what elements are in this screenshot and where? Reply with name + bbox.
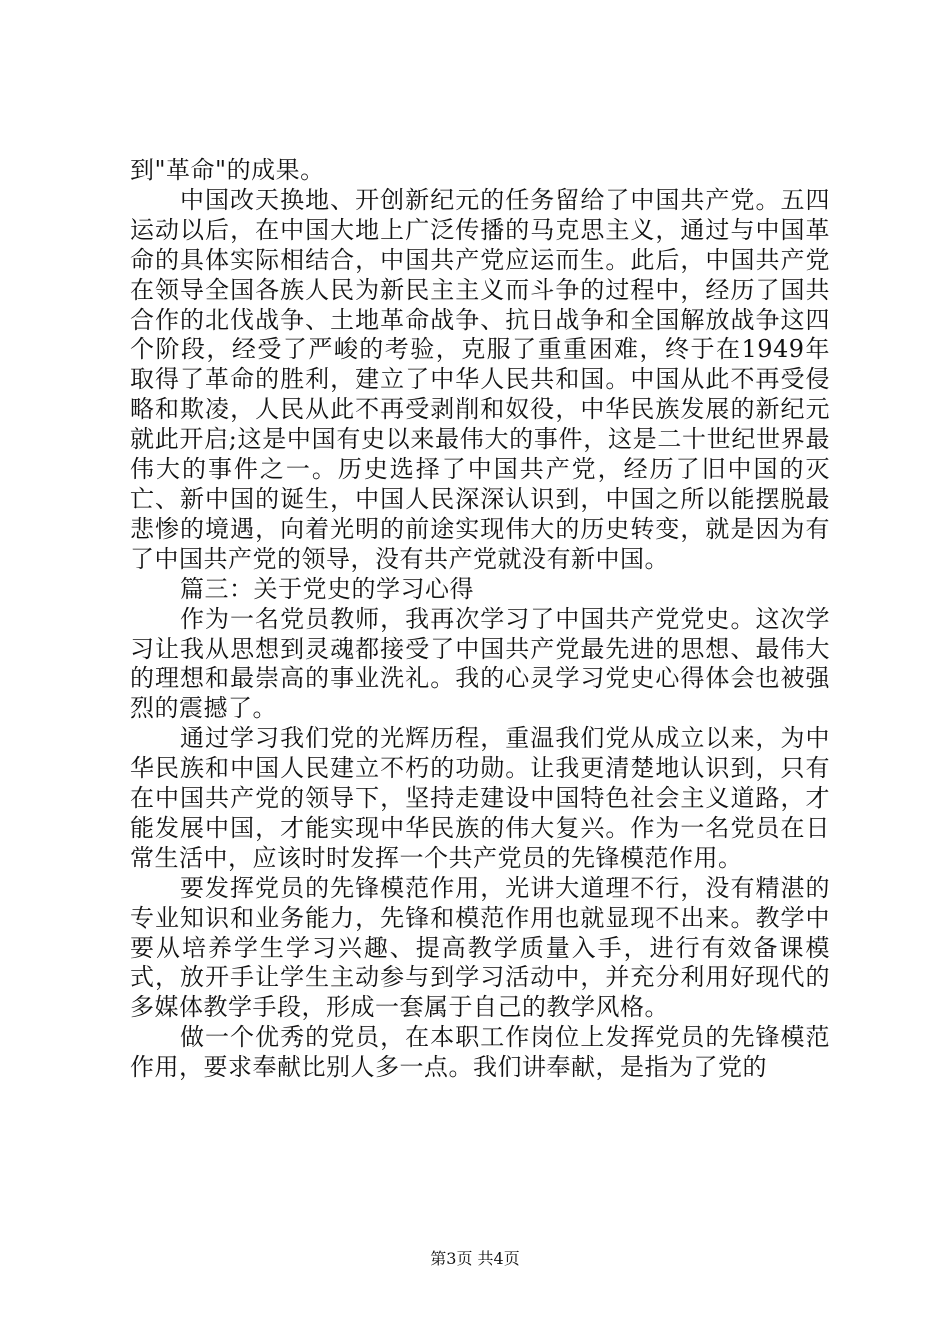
paragraph-dedication: 做一个优秀的党员，在本职工作岗位上发挥党员的先锋模范作用，要求奉献比别人多一点。我们讲奉献，是指为了党的 [130, 1023, 830, 1082]
paragraph-vanguard: 要发挥党员的先锋模范作用，光讲大道理不行，没有精湛的专业知识和业务能力，先锋和模范作用也就显现不出来。教学中要从培养学生学习兴趣、提高教学质量入手，进行有效备课模式，放开手让学生主动参与到学习活动中，并充分利用好现代的多媒体教学手段，形成一套属于自己的教学风格。 [130, 873, 830, 1022]
paragraph-history: 中国改天换地、开创新纪元的任务留给了中国共产党。五四运动以后，在中国大地上广泛传播的马克思主义，通过与中国革命的具体实际相结合，中国共产党应运而生。此后，中国共产党在领导全国各族人民为新民主主义而斗争的过程中，经历了国共合作的北伐战争、土地革命战争、抗日战争和全国解放战争这四个阶段，经受了严峻的考验，克服了重重困难，终于在1949年取得了革命的胜利，建立了中华人民共和国。中国从此不再受侵略和欺凌，人民从此不再受剥削和奴役，中华民族发展的新纪元就此开启;这是中国有史以来最伟大的事件，这是二十世纪世界最伟大的事件之一。历史选择了中国共产党，经历了旧中国的灭亡、新中国的诞生，中国人民深深认识到，中国之所以能摆脱最悲惨的境遇，向着光明的前途实现伟大的历史转变，就是因为有了中国共产党的领导，没有共产党就没有新中国。 [130, 185, 830, 573]
paragraph-learning: 通过学习我们党的光辉历程，重温我们党从成立以来，为中华民族和中国人民建立不朽的功勋。让我更清楚地认识到，只有在中国共产党的领导下，坚持走建设中国特色社会主义道路，才能发展中国，才能实现中华民族的伟大复兴。作为一名党员在日常生活中，应该时时发挥一个共产党员的先锋模范作用。 [130, 724, 830, 872]
paragraph-intro: 作为一名党员教师，我再次学习了中国共产党党史。这次学习让我从思想到灵魂都接受了中国共产党最先进的思想、最伟大的理想和最崇高的事业洗礼。我的心灵学习党史心得体会也被强烈的震撼了。 [130, 604, 830, 723]
paragraph-continuation: 到"革命"的成果。 [130, 156, 325, 184]
section-heading: 篇三：关于党史的学习心得 [180, 574, 474, 603]
page-number-footer: 第3页 共4页 [430, 1249, 520, 1268]
document-body [130, 156, 830, 1083]
